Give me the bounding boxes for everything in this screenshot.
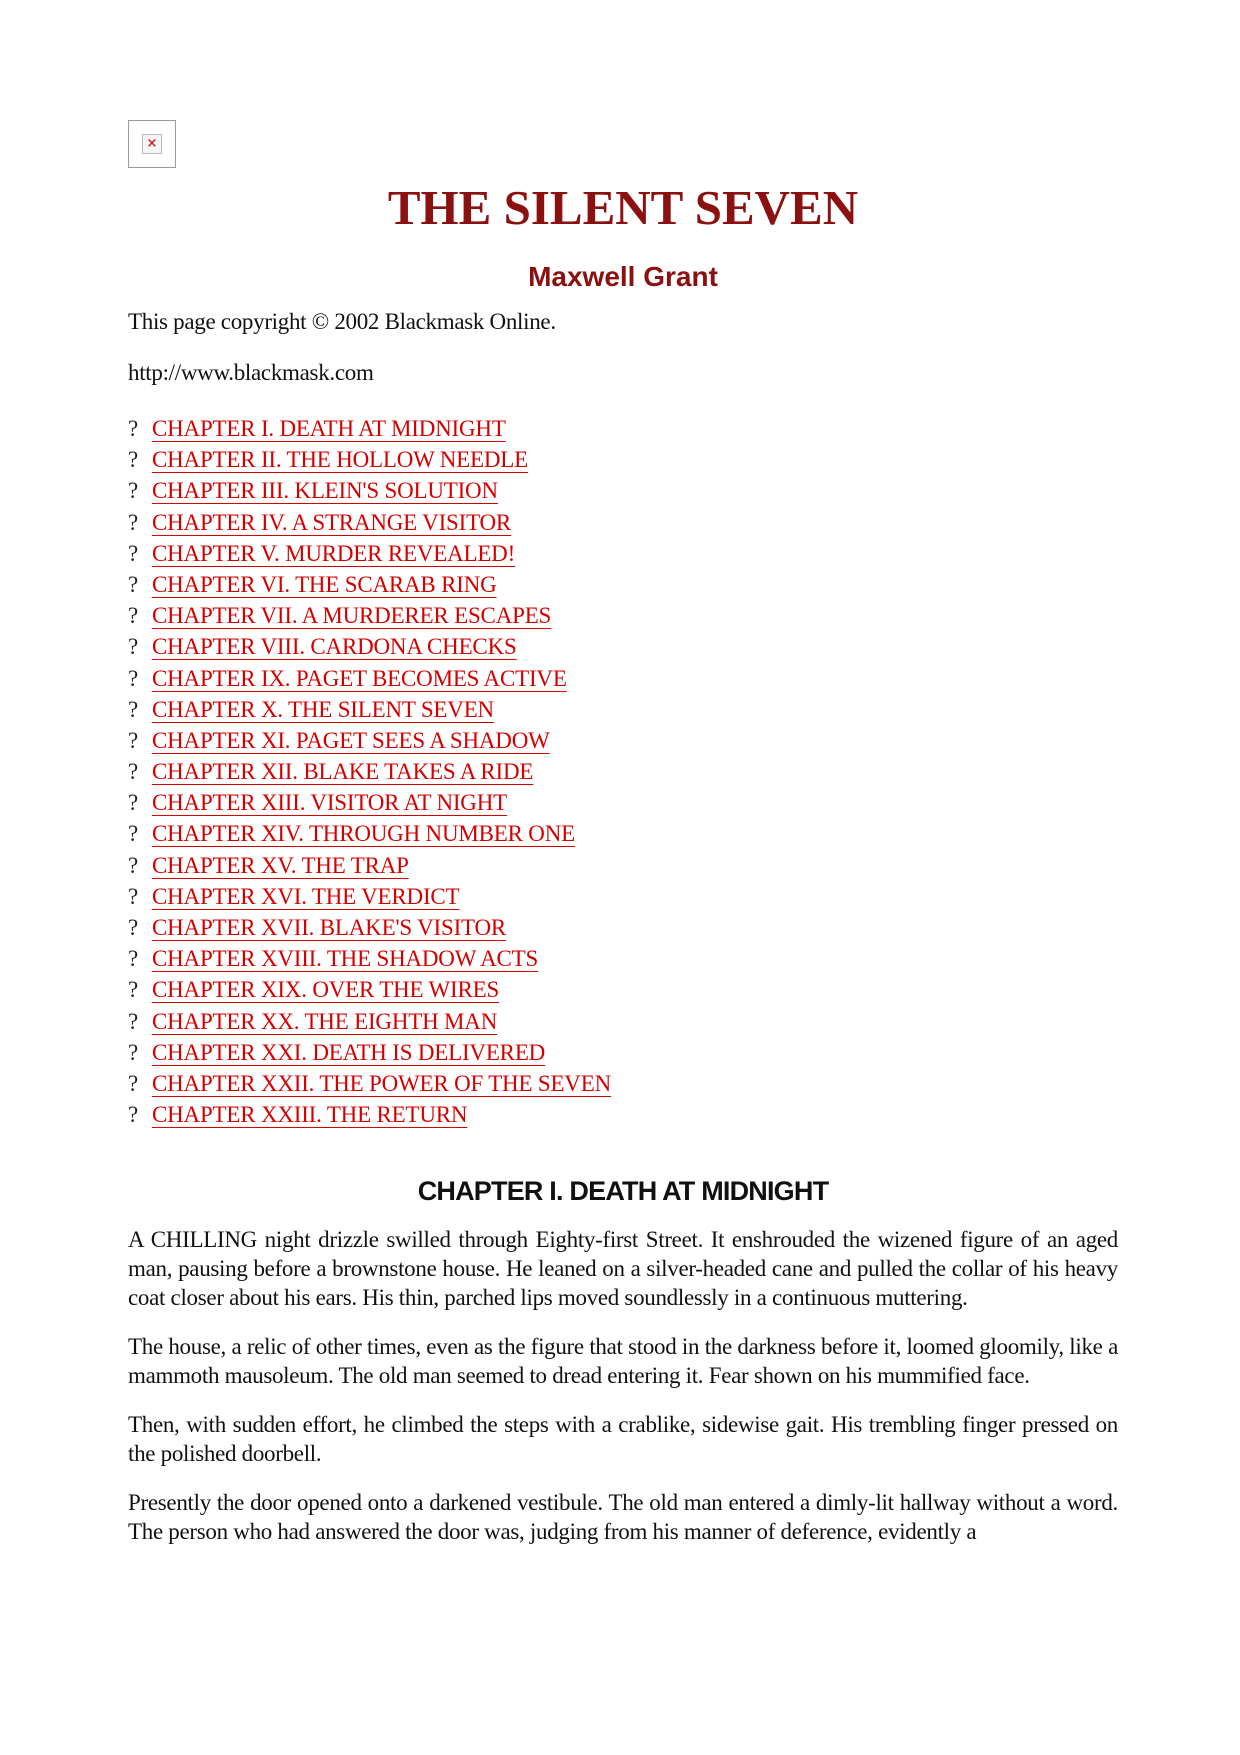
toc-item (128, 913, 611, 944)
toc-bullet: ? (128, 478, 139, 504)
toc-item (128, 695, 611, 726)
toc-bullet: ? (128, 946, 139, 972)
toc-item (128, 476, 611, 507)
toc-chapter-link[interactable]: CHAPTER IV. A STRANGE VISITOR (152, 509, 512, 535)
toc-bullet: ? (128, 790, 139, 816)
toc-bullet: ? (128, 509, 139, 535)
toc-bullet: ? (128, 883, 139, 909)
toc-item (128, 944, 611, 975)
toc-item (128, 539, 611, 570)
toc-bullet: ? (128, 1070, 139, 1096)
toc-bullet: ? (128, 447, 139, 473)
toc-chapter-link[interactable]: CHAPTER XVI. THE VERDICT (152, 883, 460, 909)
toc-bullet: ? (128, 1039, 139, 1065)
toc-item (128, 1069, 611, 1100)
toc-chapter-link[interactable]: CHAPTER II. THE HOLLOW NEEDLE (152, 447, 528, 473)
toc-bullet: ? (128, 416, 139, 441)
chapter-heading: CHAPTER I. DEATH AT MIDNIGHT (417, 1176, 829, 1206)
toc-bullet: ? (128, 977, 139, 1003)
toc-chapter-link[interactable]: CHAPTER XXI. DEATH IS DELIVERED (152, 1039, 546, 1065)
copyright-notice: This page copyright © 2002 Blackmask Online. (128, 309, 556, 334)
toc-item (128, 819, 611, 850)
toc-item (128, 882, 611, 913)
broken-image-x-icon: × (146, 136, 158, 151)
toc-chapter-link[interactable]: CHAPTER VII. A MURDERER ESCAPES (152, 603, 552, 629)
toc-bullet: ? (128, 821, 139, 847)
site-url: http://www.blackmask.com (128, 360, 374, 385)
toc-item (128, 508, 611, 539)
toc-item (128, 601, 611, 632)
book-author: Maxwell Grant (528, 261, 718, 292)
toc-bullet: ? (128, 540, 139, 566)
toc-chapter-link[interactable]: CHAPTER XI. PAGET SEES A SHADOW (152, 727, 550, 753)
toc-chapter-link[interactable]: CHAPTER I. DEATH AT MIDNIGHT (152, 416, 506, 441)
chapter-paragraph: A CHILLING night drizzle swilled through Eighty-first Street. It enshrouded the wizened figure of an aged man, pausing before a brownstone house. He leaned on a silver-headed cane and pulled the collar of his heavy coat closer about his ears. His thin, parched lips moved soundlessly in a continuous muttering. (128, 1227, 1118, 1310)
chapter-body (128, 1225, 1118, 1566)
toc-chapter-link[interactable]: CHAPTER V. MURDER REVEALED! (152, 540, 516, 566)
toc-chapter-link[interactable]: CHAPTER VI. THE SCARAB RING (152, 571, 497, 597)
toc-bullet: ? (128, 1102, 139, 1128)
table-of-contents (128, 414, 611, 1131)
toc-item (128, 851, 611, 882)
toc-chapter-link[interactable]: CHAPTER IX. PAGET BECOMES ACTIVE (152, 665, 567, 691)
toc-item (128, 1100, 611, 1131)
toc-chapter-link[interactable]: CHAPTER XIII. VISITOR AT NIGHT (152, 790, 507, 816)
toc-chapter-link[interactable]: CHAPTER III. KLEIN'S SOLUTION (152, 478, 498, 504)
toc-bullet: ? (128, 665, 139, 691)
chapter-paragraph: Presently the door opened onto a darkened vestibule. The old man entered a dimly-lit hallway without a word. The person who had answered the door was, judging from his manner of deference, evidently a (128, 1490, 1118, 1544)
toc-chapter-link[interactable]: CHAPTER XVII. BLAKE'S VISITOR (152, 915, 507, 940)
toc-item (128, 1007, 611, 1038)
toc-bullet: ? (128, 603, 139, 629)
toc-bullet: ? (128, 634, 139, 660)
toc-chapter-link[interactable]: CHAPTER XVIII. THE SHADOW ACTS (152, 946, 539, 972)
toc-bullet: ? (128, 696, 139, 722)
toc-item (128, 414, 611, 445)
toc-chapter-link[interactable]: CHAPTER XXIII. THE RETURN (152, 1102, 468, 1128)
toc-item (128, 757, 611, 788)
chapter-paragraph: The house, a relic of other times, even as the figure that stood in the darkness before it, loomed gloomily, like a mammoth mausoleum. The old man seemed to dread entering it. Fear shown on his mummified face. (128, 1334, 1118, 1388)
toc-item (128, 570, 611, 601)
toc-item (128, 975, 611, 1006)
book-title: THE SILENT SEVEN (387, 180, 859, 235)
toc-chapter-link[interactable]: CHAPTER XV. THE TRAP (152, 852, 409, 878)
broken-image-icon (128, 120, 176, 168)
toc-chapter-link[interactable]: CHAPTER XIV. THROUGH NUMBER ONE (152, 821, 575, 847)
toc-item (128, 1038, 611, 1069)
toc-bullet: ? (128, 727, 139, 753)
toc-item (128, 726, 611, 757)
toc-bullet: ? (128, 759, 139, 785)
toc-chapter-link[interactable]: CHAPTER XII. BLAKE TAKES A RIDE (152, 759, 534, 785)
toc-chapter-link[interactable]: CHAPTER XXII. THE POWER OF THE SEVEN (152, 1070, 611, 1096)
toc-bullet: ? (128, 915, 139, 940)
toc-item (128, 445, 611, 476)
toc-bullet: ? (128, 852, 139, 878)
toc-item (128, 632, 611, 663)
toc-chapter-link[interactable]: CHAPTER VIII. CARDONA CHECKS (152, 634, 517, 660)
toc-item (128, 788, 611, 819)
toc-item (128, 664, 611, 695)
toc-bullet: ? (128, 1008, 139, 1034)
toc-chapter-link[interactable]: CHAPTER XX. THE EIGHTH MAN (152, 1008, 498, 1034)
chapter-paragraph: Then, with sudden effort, he climbed the steps with a crablike, sidewise gait. His trembling finger pressed on the polished doorbell. (128, 1412, 1118, 1466)
toc-chapter-link[interactable]: CHAPTER X. THE SILENT SEVEN (152, 696, 494, 722)
broken-image-inner (142, 134, 162, 154)
toc-bullet: ? (128, 571, 139, 597)
toc-chapter-link[interactable]: CHAPTER XIX. OVER THE WIRES (152, 977, 500, 1003)
